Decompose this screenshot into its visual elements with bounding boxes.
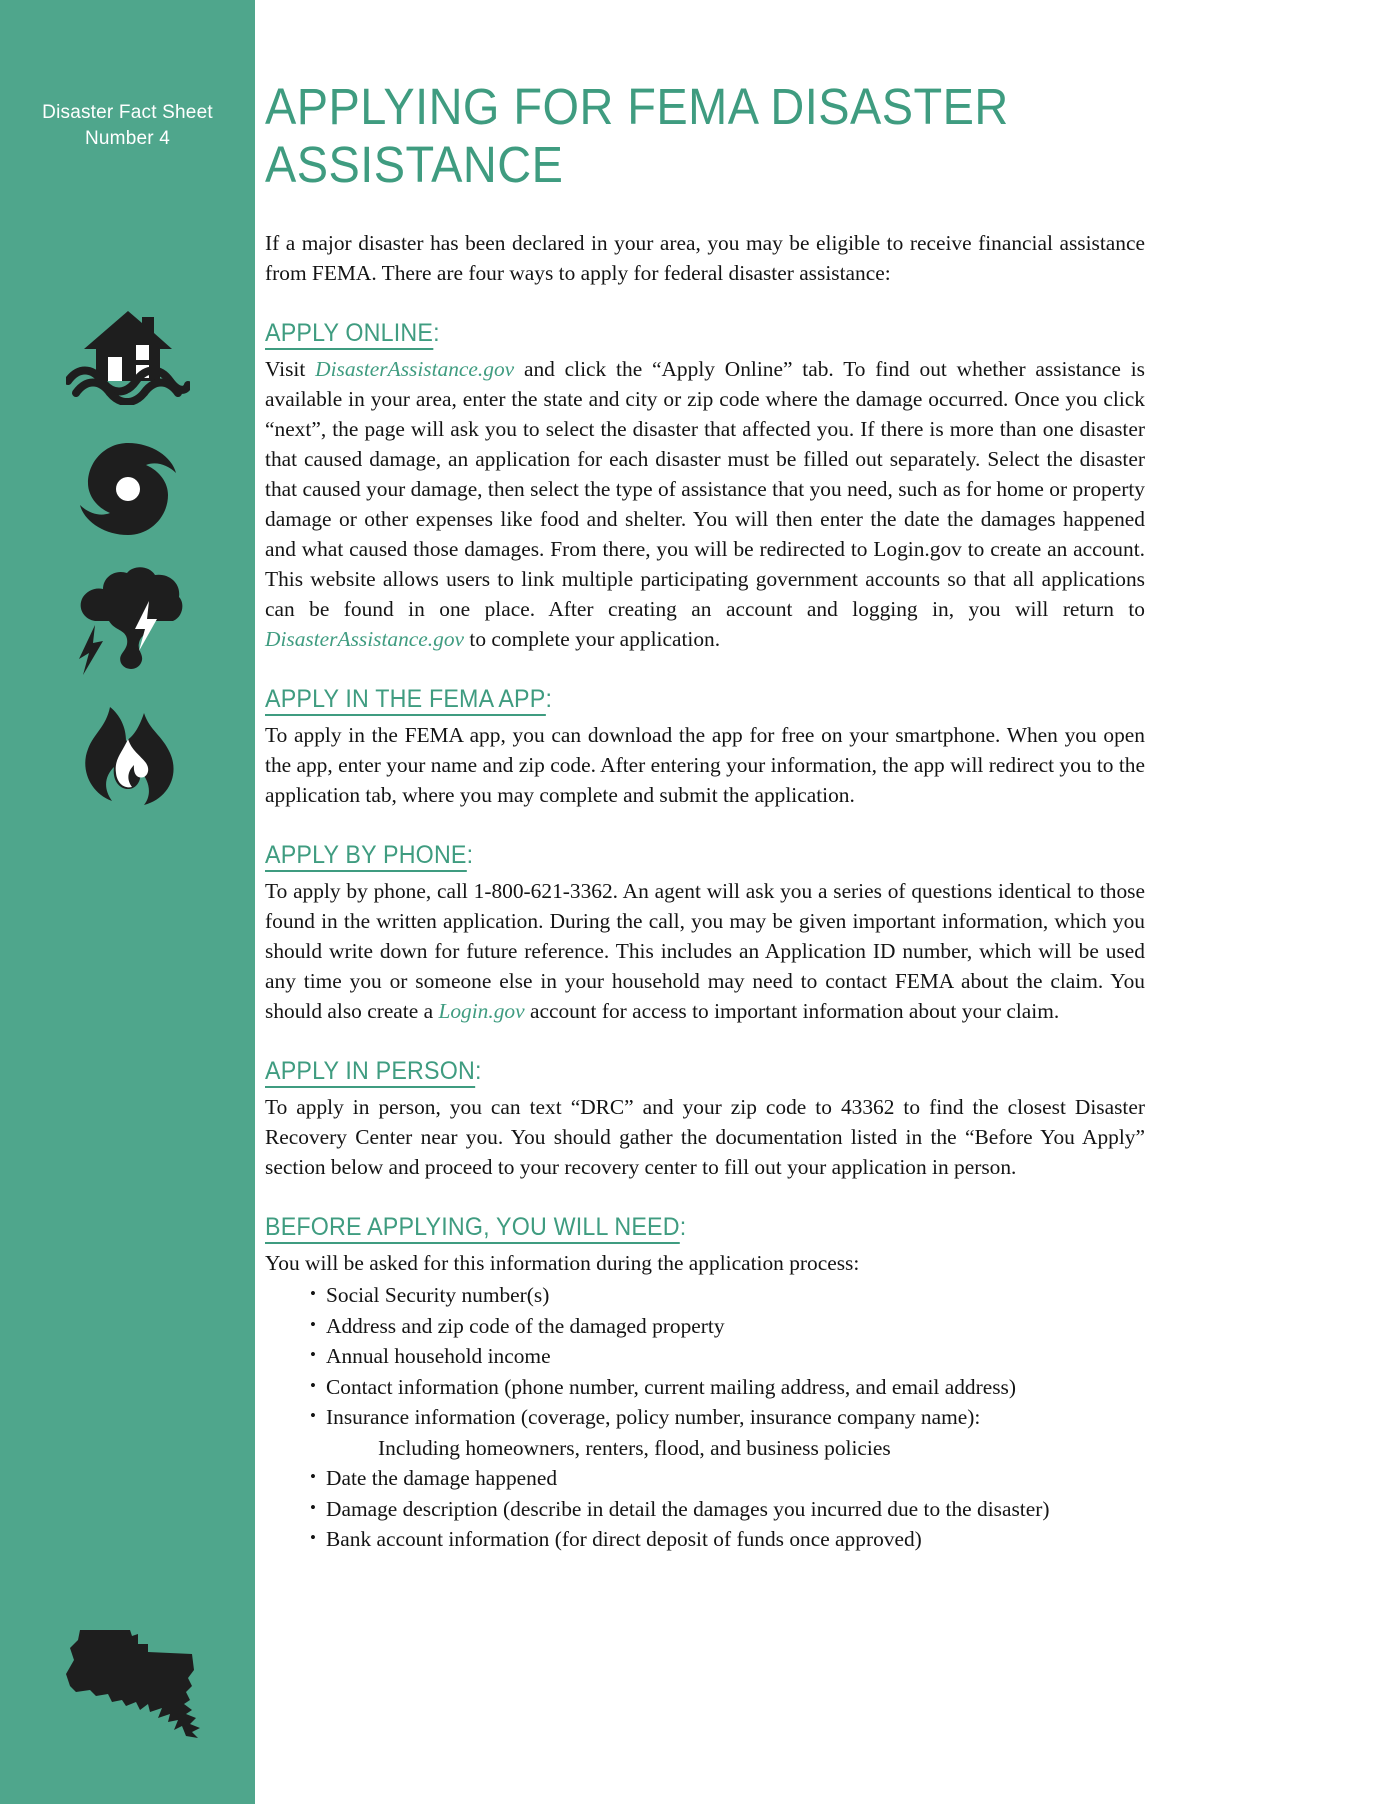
disasterassistance-link-1[interactable]: DisasterAssistance.gov — [315, 357, 515, 381]
section-heading-text: APPLY IN THE FEMA APP — [265, 685, 546, 713]
section-heading-apply-in-person — [265, 1056, 482, 1086]
section-heading-apply-fema-app — [265, 684, 552, 714]
sidebar-fact-sheet-label — [0, 100, 255, 152]
sidebar-label-line1: Disaster Fact Sheet — [42, 102, 213, 123]
louisiana-state-icon — [0, 1630, 255, 1754]
section-heading-text: APPLY BY PHONE — [265, 841, 467, 869]
section-before-applying — [265, 1196, 1344, 1555]
list-item: • Address and zip code of the damaged property — [310, 1311, 1145, 1342]
apply-online-paragraph — [265, 354, 1145, 654]
list-item: • Damage description (describe in detail the damages you incurred due to the disaster) — [310, 1494, 1145, 1525]
apply-online-text-c: to complete your application. — [464, 627, 721, 651]
disasterassistance-link-2[interactable]: DisasterAssistance.gov — [265, 627, 465, 651]
section-heading-colon: : — [545, 685, 553, 713]
section-heading-before-applying — [265, 1212, 686, 1242]
section-heading-text: APPLY ONLINE — [265, 319, 434, 347]
section-heading-colon: : — [679, 1213, 687, 1241]
wildfire-icon — [63, 702, 193, 812]
list-item: • Bank account information (for direct deposit of funds once approved) — [310, 1524, 1145, 1555]
list-item: • Date the damage happened — [310, 1463, 1145, 1494]
list-item: • Social Security number(s) — [310, 1280, 1145, 1311]
section-heading-text: BEFORE APPLYING, YOU WILL NEED — [265, 1213, 680, 1241]
list-item: • Insurance information (coverage, policy number, insurance company name): — [310, 1402, 1145, 1433]
before-applying-list — [265, 1280, 1145, 1555]
main-content — [255, 0, 1400, 1804]
hurricane-icon — [63, 434, 193, 544]
section-heading-text: APPLY IN PERSON — [265, 1057, 475, 1085]
sidebar — [0, 0, 255, 1804]
section-heading-apply-online — [265, 318, 440, 348]
list-item: Including homeowners, renters, flood, and business policies — [378, 1435, 891, 1460]
section-apply-online — [265, 302, 1344, 654]
section-heading-colon: : — [474, 1057, 482, 1085]
apply-in-person-paragraph: To apply in person, you can text “DRC” and your zip code to 43362 to find the closest Disaster Recovery Center near you. You should gather the documentation listed in the “Before You Apply” section below and proceed to your recovery center to fill out your application in person. — [265, 1095, 1145, 1179]
apply-by-phone-text-a: To apply by phone, call 1-800-621-3362. An agent will ask you a series of questions identical to those found in the written application. During the call, you may be given important information, which you should write down for future reference. This includes an Application ID number, which will be used any time you or someone else in your household may need to contact FEMA about the claim. You should also create a — [265, 879, 1145, 1023]
tornado-storm-icon — [63, 568, 193, 678]
list-item: • Contact information (phone number, current mailing address, and email address) — [310, 1372, 1145, 1403]
before-applying-intro: You will be asked for this information during the application process: — [265, 1251, 860, 1275]
section-heading-colon: : — [466, 841, 474, 869]
login-gov-link[interactable]: Login.gov — [438, 999, 525, 1023]
section-apply-in-person — [265, 1040, 1344, 1182]
sidebar-label-line2: Number 4 — [84, 128, 171, 149]
section-heading-colon: : — [433, 319, 440, 347]
page-title: APPLYING FOR FEMA DISASTER ASSISTANCE — [265, 78, 1009, 193]
apply-online-text-a: Visit — [265, 357, 316, 381]
flooded-house-icon — [63, 300, 193, 410]
list-item: • Annual household income — [310, 1341, 1145, 1372]
apply-fema-app-paragraph: To apply in the FEMA app, you can download the app for free on your smartphone. When you open the app, enter your name and zip code. After entering your information, the app will redirect you to the application tab, where you may complete and submit the application. — [265, 723, 1145, 807]
apply-by-phone-paragraph — [265, 876, 1145, 1026]
section-apply-by-phone — [265, 824, 1344, 1026]
apply-online-text-b: and click the “Apply Online” tab. To find out whether assistance is available in your area, enter the state and city or zip code where the damage occurred. Once you click “next”, the page will ask you to select the disaster that affected you. If there is more than one disaster that caused damage, an application for each disaster must be filled out separately. Select the disaster that caused your damage, then select the type of assistance that you need, such as for home or property damage or other expenses like food and shelter. You will then enter the date the damages happened and what caused those damages. From there, you will be redirected to Login.gov to create an account. This website allows users to link multiple participating government accounts so that all applications can be found in one place. After creating an account and logging in, you will return to — [265, 357, 1145, 621]
apply-by-phone-text-b: account for access to important information about your claim. — [524, 999, 1060, 1023]
sidebar-icon-list — [0, 300, 255, 812]
intro-paragraph: If a major disaster has been declared in your area, you may be eligible to receive financial assistance from FEMA. There are four ways to apply for federal disaster assistance: — [265, 231, 1145, 285]
section-heading-apply-by-phone — [265, 840, 473, 870]
section-apply-fema-app — [265, 668, 1344, 810]
